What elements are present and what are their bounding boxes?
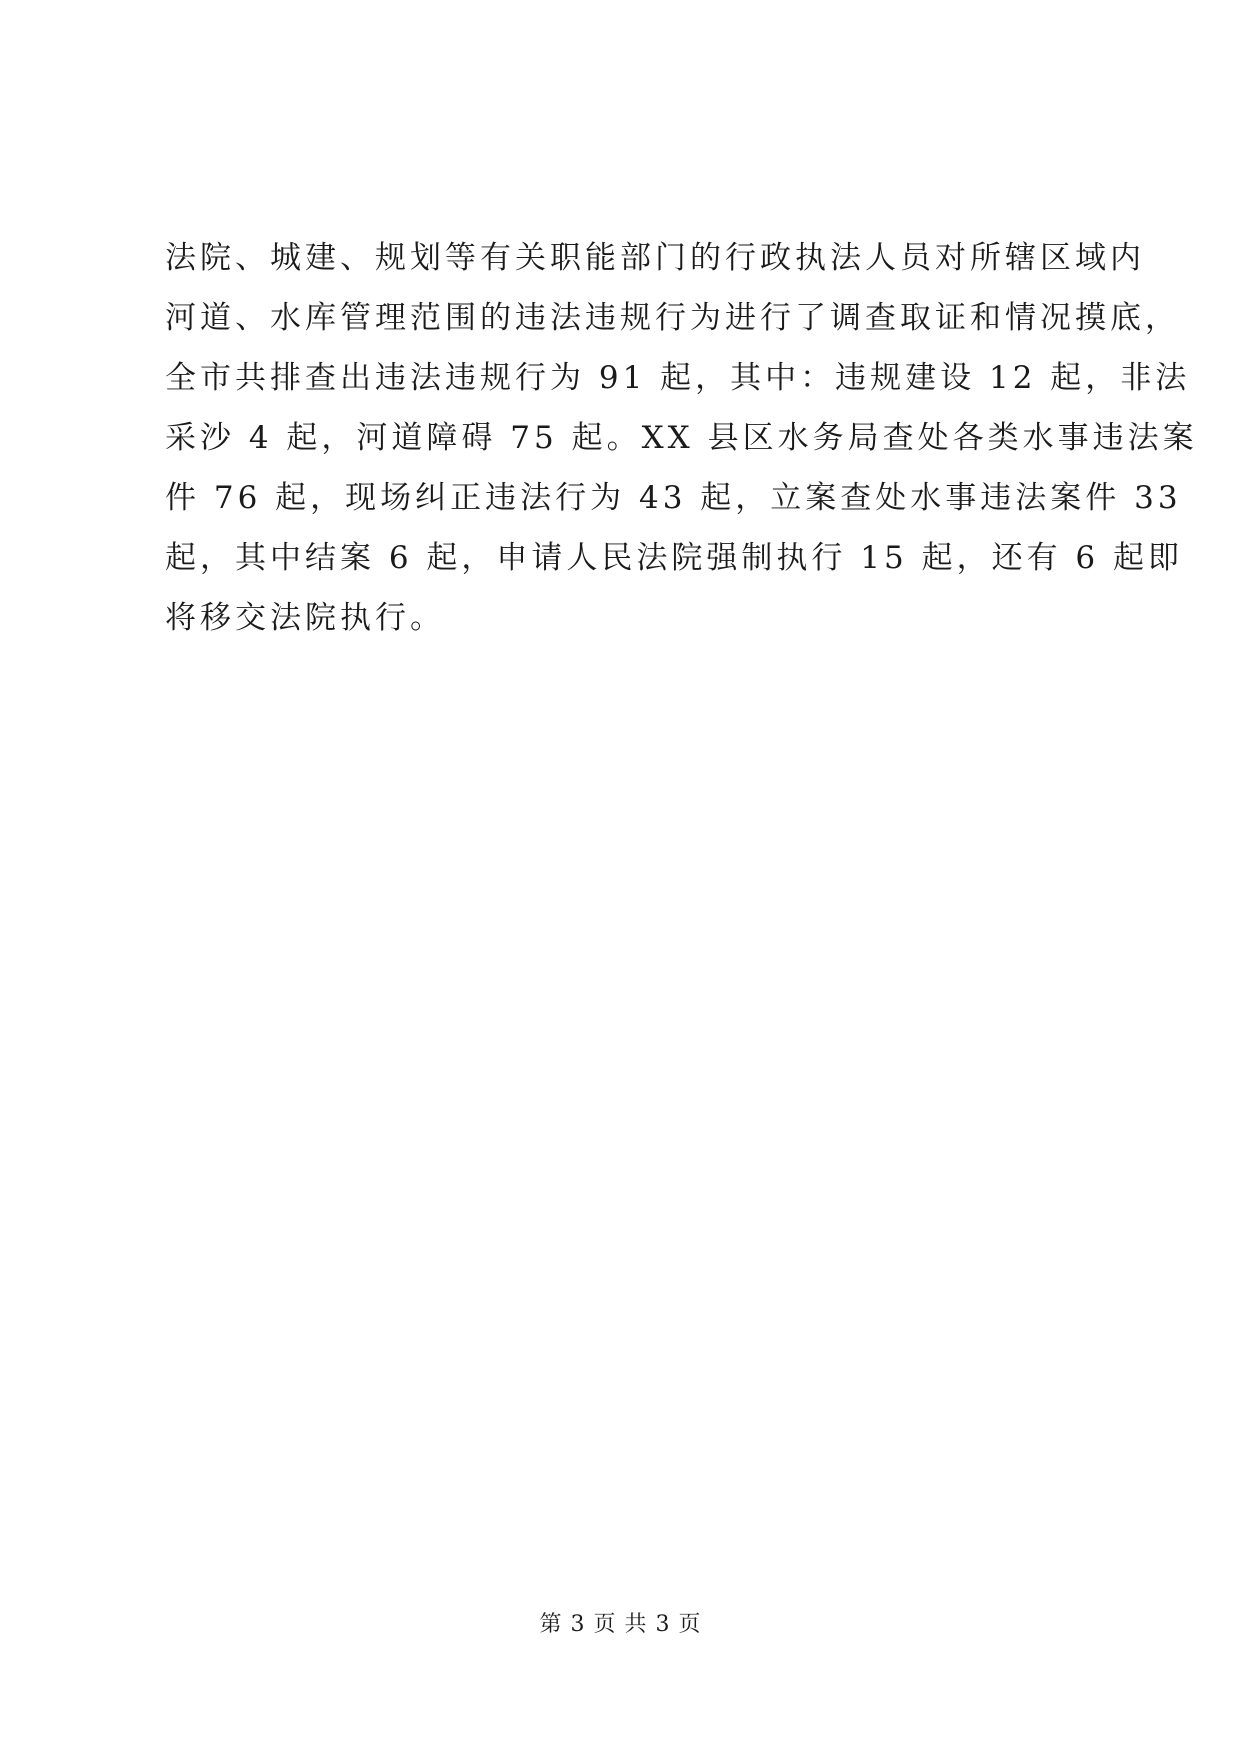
paragraph-line: 起，其中结案 6 起，申请人民法院强制执行 15 起，还有 6 起即 [165, 540, 1184, 576]
paragraph-line: 全市共排查出违法违规行为 91 起，其中：违规建设 12 起，非法 [165, 360, 1191, 396]
paragraph-line: 件 76 起，现场纠正违法行为 43 起，立案查处水事违法案件 33 [165, 480, 1182, 516]
paragraph-line: 河道、水库管理范围的违法违规行为进行了调查取证和情况摸底， [165, 300, 1180, 336]
paragraph-line: 法院、城建、规划等有关职能部门的行政执法人员对所辖区域内 [165, 240, 1145, 276]
body-paragraph [165, 228, 1198, 648]
paragraph-line: 将移交法院执行。 [165, 600, 445, 636]
paragraph-line: 采沙 4 起，河道障碍 75 起。XX 县区水务局查处各类水事违法案 [165, 420, 1198, 456]
page-number-footer: 第 3 页 共 3 页 [539, 1612, 702, 1637]
